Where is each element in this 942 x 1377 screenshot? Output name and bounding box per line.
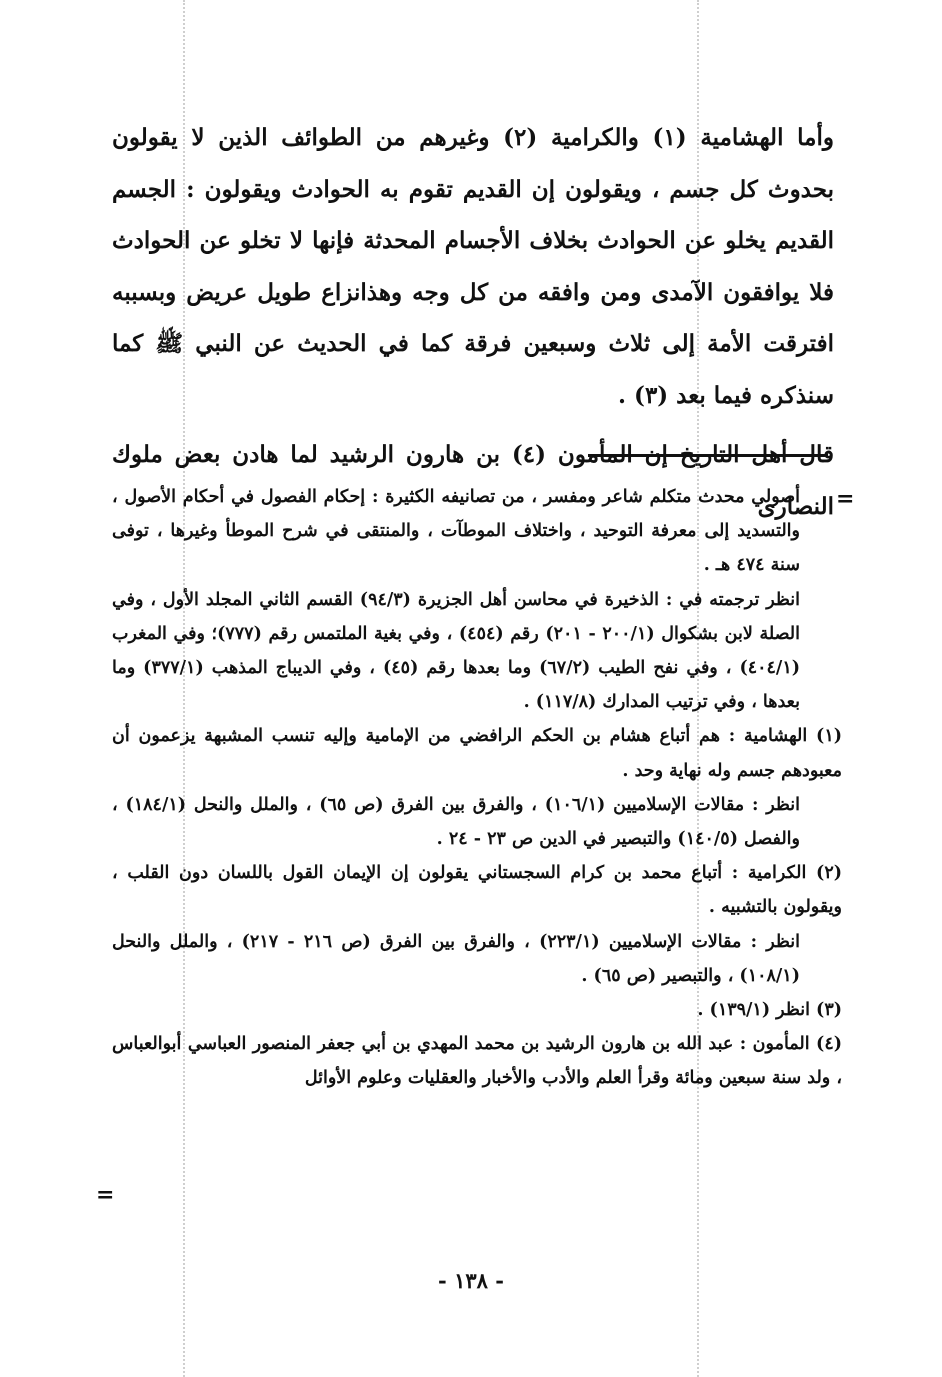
continuation-mark-top: =	[836, 486, 855, 512]
main-paragraph-1: وأما الهشامية (١) والكرامية (٢) وغيرهم من الطوائف الذين لا يقولون بحدوث كل جسم ، ويقولون إن القديم تقوم به الحوادث ويقولون : الجسم القديم يخلو عن الحوادث بخلاف الأجسام المحدثة فإنها لا تخلو عن الحوادث فلا يوافقون الآمدى ومن وافقه من كل وجه وهذانزاع طويل عريض وبسببه افترقت الأمة إلى ثلاث وسبعين فرقة كما في الحديث عن النبي ﷺ كما سنذكره فيما بعد (٣) .	[112, 124, 834, 409]
footnote-1: (١) الهشامية : هم أتباع هشام بن الحكم الرافضي من الإمامية وإليه تنسب المشبهة يزعمون أن معبودهم جسم وله نهاية وحد .	[112, 726, 842, 781]
continuation-mark-bottom: =	[96, 1182, 115, 1208]
footnote-continuation-refs: انظر ترجمته في : الذخيرة في محاسن أهل الجزيرة (٩٤/٣) القسم الثاني المجلد الأول ، وفي الصلة لابن بشكوال (٢٠٠/١ - ٢٠١) رقم (٤٥٤) ، وفي بغية الملتمس رقم (٧٧٧)؛ وفي المغرب (٤٠٤/١) ، وفي نفح الطيب (٦٧/٢) وما بعدها رقم (٤٥) ، وفي الديباج المذهب (٣٧٧/١) وما بعدها ، وفي ترتيب المدارك (١١٧/٨) .	[112, 589, 801, 713]
footnote-1-refs: انظر : مقالات الإسلاميين (١٠٦/١) ، والفرق بين الفرق (ص ٦٥) ، والملل والنحل (١٨٤/١) ، والفصل (١٤٠/٥) والتبصير في الدين ص ٢٣ - ٢٤ .	[112, 794, 800, 850]
footnote-continuation: أصولي محدث متكلم شاعر ومفسر ، من تصانيفه الكثيرة : إحكام الفصول في أحكام الأصول ، والتسديد إلى معرفة التوحيد ، واختلاف الموطآت ، والمنتقى في شرح الموطأ وغيرها ، توفى سنة ٤٧٤ هـ .	[112, 487, 800, 576]
footnotes	[112, 480, 842, 1096]
footnote-divider	[588, 454, 828, 457]
main-text	[112, 112, 834, 532]
main-paragraph-2: قال أهل التاريخ إن المأمون (٤) بن هارون الرشيد لما هادن بعض ملوك النصارى	[112, 441, 834, 520]
page-number: - ١٣٨ -	[438, 1268, 504, 1293]
footnote-2: (٢) الكرامية : أتباع محمد بن كرام السجستاني يقولون إن الإيمان القول باللسان دون القلب ، ويقولون بالتشبيه .	[112, 863, 842, 918]
footnote-3: (٣) انظر (١٣٩/١) .	[697, 1000, 842, 1021]
footnote-2-refs: انظر : مقالات الإسلاميين (٢٢٣/١) ، والفرق بين الفرق (ص ٢١٦ - ٢١٧) ، والملل والنحل (١٠٨/١) ، والتبصير (ص ٦٥) .	[112, 931, 801, 986]
footnote-4: (٤) المأمون : عبد الله بن هارون الرشيد بن محمد المهدي بن أبي جعفر المنصور العباسي أبوالعباس ، ولد سنة سبعين ومائة وقرأ العلم والأدب والأخبار والعقليات وعلوم الأوائل	[112, 1034, 842, 1089]
